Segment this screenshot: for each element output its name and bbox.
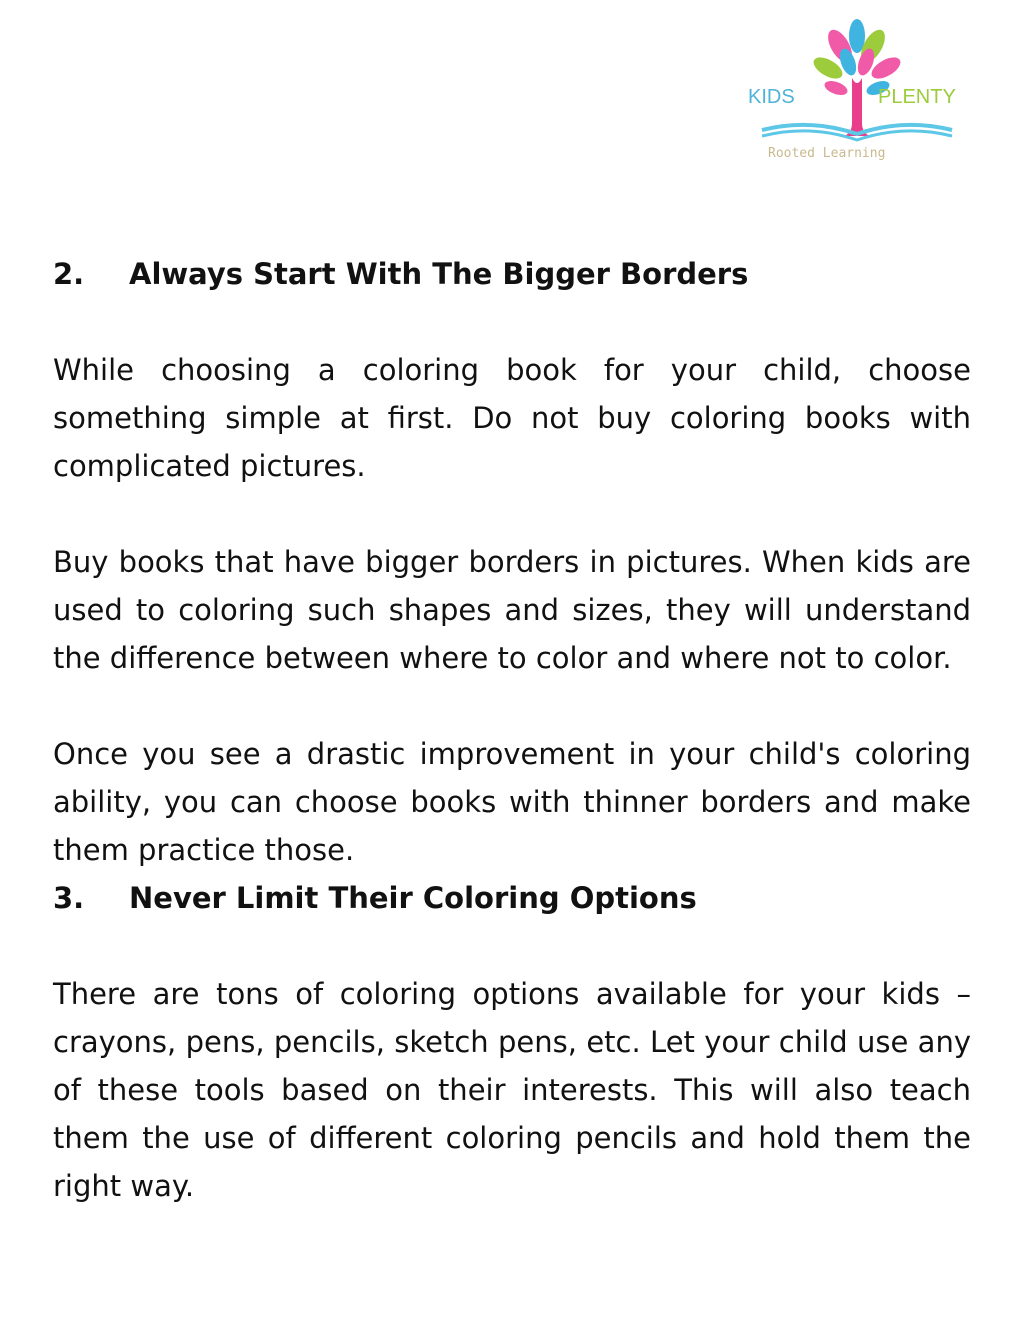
paragraph: Once you see a drastic improvement in your child's coloring ability, you can choose books with thinner borders and make them practice those.	[53, 737, 971, 867]
tree-trunk	[844, 78, 870, 136]
section-number: 2.	[53, 257, 85, 291]
kids-plenty-logo	[740, 18, 975, 168]
section-title: Never Limit Their Coloring Options	[129, 881, 697, 915]
paragraph: Buy books that have bigger borders in pictures. When kids are used to coloring such shapes and sizes, they will understand the difference between where to color and where not to color.	[53, 545, 971, 675]
paragraph: While choosing a coloring book for your child, choose something simple at first. Do not buy coloring books with complicated pictures.	[53, 353, 971, 483]
article-content	[53, 250, 971, 1210]
logo-graphic	[740, 18, 975, 168]
logo-tagline: Rooted Learning	[768, 146, 886, 161]
paragraph: There are tons of coloring options available for your kids – crayons, pens, pencils, sketch pens, etc. Let your child use any of these tools based on their interests. This will also teach them the use of different coloring pencils and hold them the right way.	[53, 977, 971, 1203]
logo-word-plenty: PLENTY	[878, 86, 956, 108]
section-number: 3.	[53, 881, 85, 915]
section-title: Always Start With The Bigger Borders	[129, 257, 749, 291]
logo-word-kids: KIDS	[748, 86, 795, 108]
section-heading	[53, 250, 971, 298]
section-heading	[53, 874, 971, 922]
